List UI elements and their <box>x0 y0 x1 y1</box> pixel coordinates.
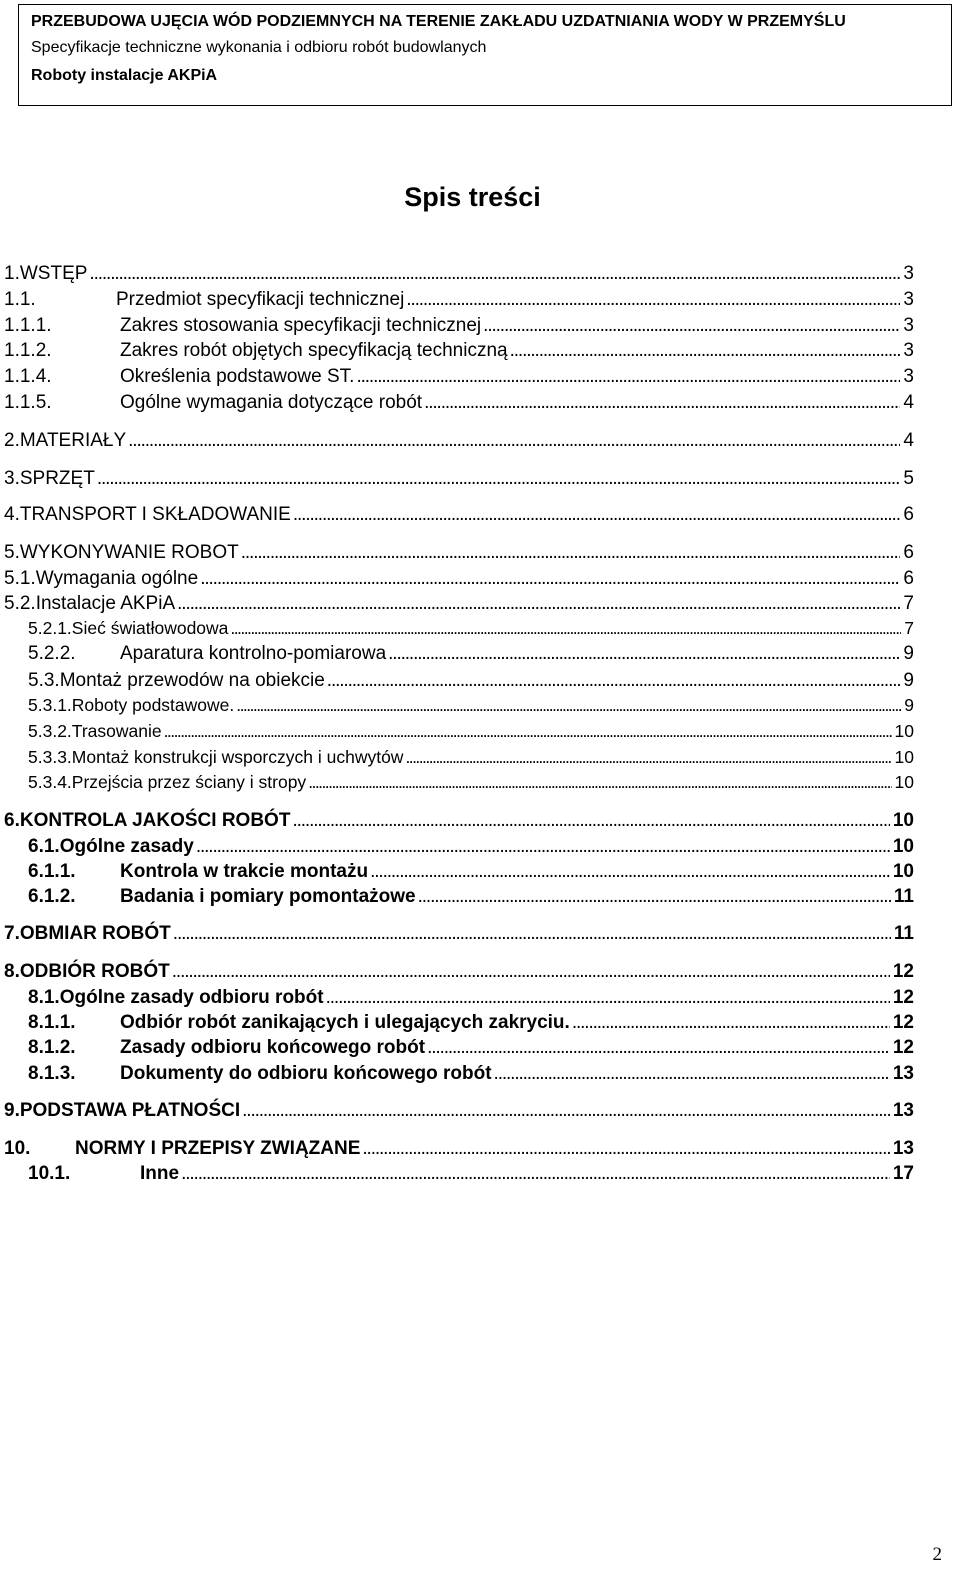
toc-entry[interactable] <box>4 1037 914 1061</box>
toc-entry-number: 5.3.4. <box>28 772 72 792</box>
toc-entry[interactable] <box>4 670 914 694</box>
toc-entry-page: 11 <box>893 923 914 944</box>
toc-entry[interactable] <box>4 263 914 287</box>
toc-entry[interactable] <box>4 695 914 719</box>
toc-entry-page: 6 <box>903 542 914 563</box>
toc-entry-label: Kontrola w trakcie montażu <box>120 861 369 882</box>
toc-entry-number: 5.1. <box>4 568 36 589</box>
toc-entry-number: 4. <box>4 504 20 525</box>
toc-entry[interactable] <box>4 315 914 339</box>
toc-entry-number: 1. <box>4 263 20 284</box>
toc-title: Spis treści <box>404 182 541 212</box>
toc-entry[interactable] <box>4 468 914 492</box>
toc-entry-page: 7 <box>904 618 914 638</box>
toc-entry-label: WYKONYWANIE ROBOT <box>19 542 239 563</box>
toc-entry-label: Ogólne wymagania dotyczące robót <box>120 392 423 413</box>
toc-entry-label: Zakres robót objętych specyfikacją techniczną <box>120 340 508 361</box>
toc-entry-label: Dokumenty do odbioru końcowego robót <box>120 1063 492 1084</box>
toc-entry[interactable] <box>4 1163 914 1187</box>
dot-leader <box>200 568 900 590</box>
dot-leader <box>424 392 900 414</box>
document-subtitle: Specyfikacje techniczne wykonania i odbioru robót budowlanych <box>31 39 487 56</box>
toc-entry-label: Przedmiot specyfikacji technicznej <box>116 289 405 310</box>
toc-entry-page: 3 <box>903 263 914 284</box>
toc-entry-number: 6. <box>4 810 20 831</box>
toc-entry[interactable] <box>4 721 914 745</box>
toc-entry-label: PODSTAWA PŁATNOŚCI <box>19 1100 241 1121</box>
toc-entry-page: 17 <box>892 1163 914 1184</box>
project-title: PRZEBUDOWA UJĘCIA WÓD PODZIEMNYCH NA TERENIE ZAKŁADU UZDATNIANIA WODY W PRZEMYŚLU <box>31 13 846 30</box>
toc-entry-label: KONTROLA JAKOŚCI ROBÓT <box>19 810 291 831</box>
toc-entry-page: 13 <box>892 1063 914 1084</box>
toc-entry[interactable] <box>4 593 914 617</box>
toc-entry[interactable] <box>4 568 914 592</box>
toc-entry[interactable] <box>4 340 914 364</box>
toc-entry-number: 7. <box>4 923 20 944</box>
toc-entry-page: 3 <box>903 366 914 387</box>
toc-entry-page: 10 <box>894 772 914 792</box>
toc-entry-label: Wymagania ogólne <box>35 568 199 589</box>
toc-entry-label: Ogólne zasady <box>59 836 194 857</box>
toc-entry-label: SPRZĘT <box>19 468 95 489</box>
toc-entry[interactable] <box>4 987 914 1011</box>
toc-entry-label: Montaż przewodów na obiekcie <box>59 670 325 691</box>
toc-entry-page: 5 <box>903 468 914 489</box>
toc-entry-page: 12 <box>892 987 914 1008</box>
toc-entry-number: 2. <box>4 430 20 451</box>
dot-leader <box>164 721 892 742</box>
dot-leader <box>241 542 901 564</box>
toc-entry-number: 1.1.5. <box>4 392 52 413</box>
toc-entry[interactable] <box>4 504 914 528</box>
toc-entry-page: 12 <box>892 961 914 982</box>
toc-entry-number: 5.3.3. <box>28 747 72 767</box>
dot-leader <box>405 747 891 768</box>
toc-entry-number: 5.3. <box>28 670 60 691</box>
document-header <box>18 4 952 106</box>
toc-entry-number: 5.2. <box>4 593 36 614</box>
toc-entry-label: Określenia podstawowe ST. <box>120 366 355 387</box>
toc-entry-label: Zakres stosowania specyfikacji technicznej <box>120 315 482 336</box>
dot-leader <box>356 366 900 388</box>
toc-entry[interactable] <box>4 289 914 313</box>
toc-entry-page: 4 <box>903 392 914 413</box>
toc-entry-number: 1.1.1. <box>4 315 52 336</box>
dot-leader <box>172 961 890 983</box>
toc-entry[interactable] <box>4 861 914 885</box>
toc-entry-number: 5.2.1. <box>28 618 72 638</box>
toc-entry-number: 6.1.1. <box>28 861 76 882</box>
toc-entry-number: 8.1.3. <box>28 1063 76 1084</box>
dot-leader <box>177 593 900 615</box>
dot-leader <box>483 315 900 337</box>
section-name: Roboty instalacje AKPiA <box>31 67 218 84</box>
toc-entry[interactable] <box>4 643 914 667</box>
dot-leader <box>427 1037 890 1059</box>
toc-entry-number: 8.1.1. <box>28 1012 76 1033</box>
dot-leader <box>181 1163 890 1185</box>
page-number: 2 <box>932 1544 942 1565</box>
dot-leader <box>388 643 900 665</box>
dot-leader <box>230 618 901 639</box>
toc-entry-page: 12 <box>892 1012 914 1033</box>
toc-entry-page: 13 <box>892 1100 914 1121</box>
toc-entry-page: 11 <box>893 886 914 907</box>
toc-entry-label: TRANSPORT I SKŁADOWANIE <box>19 504 291 525</box>
dot-leader <box>196 836 890 858</box>
toc-entry-number: 8.1.2. <box>28 1037 76 1058</box>
toc-entry-label: Badania i pomiary pomontażowe <box>120 886 416 907</box>
dot-leader <box>418 886 891 908</box>
toc-entry[interactable] <box>4 366 914 390</box>
toc-entry-label: Zasady odbioru końcowego robót <box>120 1037 426 1058</box>
dot-leader <box>128 430 900 452</box>
toc-entry-page: 13 <box>892 1138 914 1159</box>
toc-entry-page: 9 <box>903 670 914 691</box>
toc-entry-label: Roboty podstawowe. <box>71 695 235 715</box>
toc-entry-number: 6.1.2. <box>28 886 76 907</box>
toc-entry[interactable] <box>4 810 914 834</box>
toc-entry-number: 6.1. <box>28 836 60 857</box>
toc-entry-label: Inne <box>140 1163 180 1184</box>
toc-entry-label: Ogólne zasady odbioru robót <box>59 987 324 1008</box>
toc-entry-page: 3 <box>903 289 914 310</box>
toc-entry[interactable] <box>4 1138 914 1162</box>
toc-entry[interactable] <box>4 772 914 796</box>
toc-entry[interactable] <box>4 886 914 910</box>
toc-entry[interactable] <box>4 392 914 416</box>
dot-leader <box>292 810 889 832</box>
toc-entry[interactable] <box>4 923 914 947</box>
dot-leader <box>362 1138 889 1160</box>
toc-entry-label: MATERIAŁY <box>19 430 127 451</box>
toc-entry-page: 3 <box>903 340 914 361</box>
toc-entry-number: 5.3.2. <box>28 721 72 741</box>
dot-leader <box>89 263 900 285</box>
toc-entry-number: 1.1. <box>4 289 36 310</box>
toc-entry-page: 12 <box>892 1037 914 1058</box>
dot-leader <box>236 695 901 716</box>
dot-leader <box>406 289 900 311</box>
toc-entry-label: ODBIÓR ROBÓT <box>19 961 170 982</box>
toc-entry-number: 10. <box>4 1138 31 1159</box>
toc-entry-page: 10 <box>892 836 914 857</box>
toc-entry-number: 1.1.2. <box>4 340 52 361</box>
toc-entry-label: Odbiór robót zanikających i ulegających zakryciu. <box>120 1012 570 1033</box>
toc-entry-page: 9 <box>903 643 914 664</box>
dot-leader <box>510 340 901 362</box>
toc-entry[interactable] <box>4 542 914 566</box>
toc-entry-page: 10 <box>894 747 914 767</box>
toc-entry-number: 8. <box>4 961 20 982</box>
toc-entry[interactable] <box>4 836 914 860</box>
toc-entry-page: 6 <box>903 568 914 589</box>
toc-entry[interactable] <box>4 618 914 642</box>
dot-leader <box>326 987 890 1009</box>
toc-entry-page: 6 <box>903 504 914 525</box>
toc-entry[interactable] <box>4 1012 914 1036</box>
toc-entry-label: WSTĘP <box>19 263 88 284</box>
toc-entry-label: Przejścia przez ściany i stropy <box>71 772 307 792</box>
toc-entry-label: Montaż konstrukcji wsporczych i uchwytów <box>71 747 404 767</box>
dot-leader <box>327 670 901 692</box>
toc-entry-page: 3 <box>903 315 914 336</box>
toc-entry-label: Instalacje AKPiA <box>35 593 176 614</box>
dot-leader <box>308 772 891 793</box>
toc-entry-page: 10 <box>892 810 914 831</box>
toc-entry-number: 1.1.4. <box>4 366 52 387</box>
dot-leader <box>494 1063 890 1085</box>
toc-entry-page: 10 <box>892 861 914 882</box>
toc-entry-page: 10 <box>894 721 914 741</box>
dot-leader <box>572 1012 890 1034</box>
dot-leader <box>370 861 890 883</box>
dot-leader <box>242 1100 890 1122</box>
dot-leader <box>293 504 901 526</box>
toc-entry[interactable] <box>4 1100 914 1124</box>
toc-entry-number: 9. <box>4 1100 20 1121</box>
toc-entry-number: 5.2.2. <box>28 643 76 664</box>
toc-entry-number: 5.3.1. <box>28 695 72 715</box>
toc-entry-label: OBMIAR ROBÓT <box>19 923 171 944</box>
toc-entry-number: 10.1. <box>28 1163 71 1184</box>
toc-entry-page: 4 <box>903 430 914 451</box>
toc-entry-page: 9 <box>904 695 914 715</box>
toc-entry-number: 5. <box>4 542 20 563</box>
toc-entry[interactable] <box>4 1063 914 1087</box>
toc-entry-label: Aparatura kontrolno-pomiarowa <box>120 643 387 664</box>
toc-entry-number: 8.1. <box>28 987 60 1008</box>
toc-entry-label: Sieć światłowodowa <box>71 618 229 638</box>
toc-entry[interactable] <box>4 430 914 454</box>
dot-leader <box>173 923 891 945</box>
toc-entry-page: 7 <box>903 593 914 614</box>
toc-entry-label: NORMY I PRZEPISY ZWIĄZANE <box>75 1138 361 1159</box>
toc-entry[interactable] <box>4 961 914 985</box>
toc-entry-number: 3. <box>4 468 20 489</box>
dot-leader <box>97 468 901 490</box>
toc-entry[interactable] <box>4 747 914 771</box>
toc-entry-label: Trasowanie <box>71 721 162 741</box>
